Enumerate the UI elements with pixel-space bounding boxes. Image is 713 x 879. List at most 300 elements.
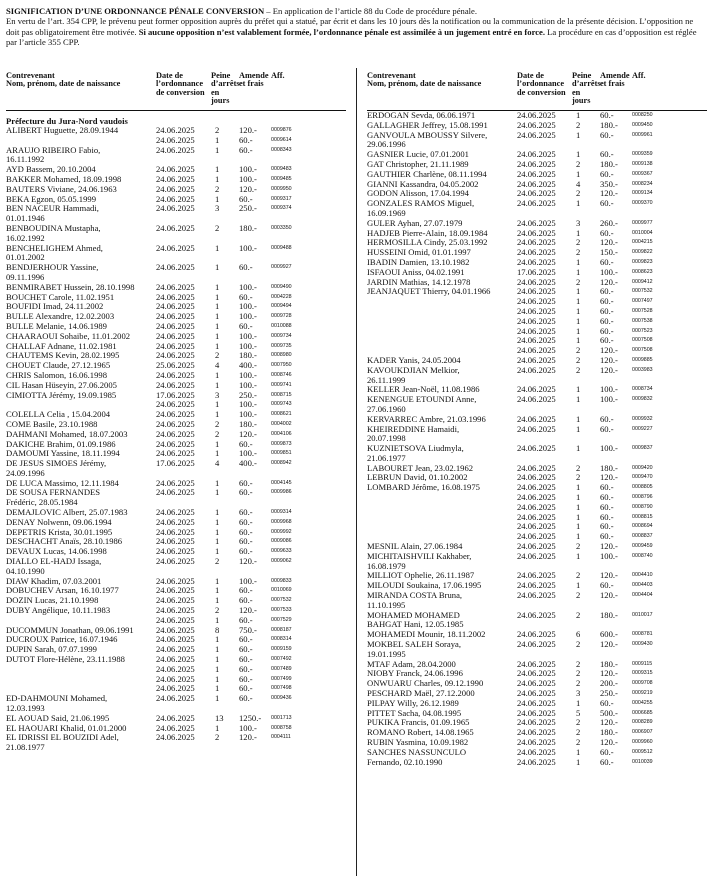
case-number [632,366,682,386]
case-number-line: 0009494 [271,303,292,310]
case-number [271,185,321,195]
table-row [6,557,346,577]
offender-name [6,351,156,361]
table-row [367,591,707,611]
conversion-date-line: 24.06.2025 [156,438,195,449]
fine-amount-line: 60.- [600,168,614,179]
offender-name-line: 11.10.1995 [367,599,406,610]
offender-name [367,199,517,219]
fine-amount [600,748,632,768]
offender-name-line: 29.06.1996 [367,139,406,150]
table-row [367,748,707,768]
offender-name [367,131,517,151]
offender-name-line: BEN NACEUR Hammadi, [6,204,99,214]
detention-days-line: 1 [215,673,220,684]
detention-days-line: 1 [215,369,220,380]
detention-days-line: 1 [215,487,220,498]
fine-amount-line: 180.- [600,609,618,620]
detention-days-line: 2 [576,276,581,287]
offender-name-line: DE JESUS SIMOES Jérémy, [6,459,107,469]
offender-name [6,165,156,175]
table-row [367,287,707,356]
offender-name [367,738,517,748]
offender-name-line: ROMANO Robert, 14.08.1965 [367,728,474,738]
offender-name [6,185,156,195]
case-number [632,395,682,415]
conversion-date-line: 24.06.2025 [156,311,195,322]
fine-amount-line: 60.- [239,438,253,449]
case-number [271,449,321,459]
offender-name-line: BEKA Egzon, 05.05.1999 [6,194,96,204]
case-number-line: 0009483 [271,166,292,173]
offender-name-line: BENCHELIGHEM Ahmed, [6,243,103,253]
case-number-line: 0009743 [271,401,292,408]
conversion-date-line: 24.06.2025 [517,149,556,160]
fine-amount [239,204,271,224]
conversion-date-line: 24.06.2025 [517,178,556,189]
case-number-line: 0004404 [632,592,653,599]
case-number-line: 0009370 [632,200,653,207]
case-number [271,342,321,352]
case-number-line: 0009488 [271,244,292,251]
detention-days [211,557,239,577]
conversion-date [156,244,211,264]
fine-amount-line: 500.- [600,707,618,718]
offender-name-line: 16.11.1992 [6,154,45,165]
conversion-date-line: 24.06.2025 [156,516,195,527]
conversion-date [517,366,572,386]
case-number [271,283,321,293]
offender-name-line: CHRIS Salomon, 16.06.1998 [6,370,107,380]
offender-name [6,430,156,440]
detention-days-line: 2 [576,188,581,199]
header-aff: Aff. [271,71,285,80]
case-number-line: 0007498 [271,685,292,692]
case-number-line: 0009837 [632,445,653,452]
conversion-date-line: 24.06.2025 [156,173,195,184]
detention-days-line: 1 [576,227,581,238]
fine-amount [600,640,632,660]
detention-days [572,552,600,572]
case-number-line: 0007489 [271,665,292,672]
fine-amount [600,591,632,611]
detention-days [211,694,239,714]
case-number-line: 0008781 [632,631,653,638]
detention-days-line: 1 [215,575,220,586]
offender-name-line: DUCROUX Patrice, 16.07.1946 [6,635,118,645]
conversion-date-line: 24.06.2025 [517,590,556,601]
detention-days [572,591,600,611]
offender-name [367,464,517,474]
case-number [632,483,682,542]
offender-name-line: HERMOSILLA Cindy, 25.03.1992 [367,238,488,248]
detention-days [211,733,239,753]
detention-days-line: 1 [576,256,581,267]
detention-days-line: 4 [215,458,220,469]
offender-name-line: GIANNI Kassandra, 04.05.2002 [367,179,479,189]
offender-name [367,287,517,356]
case-number-line: 0009885 [632,356,653,363]
case-number-line: 0009062 [271,558,292,565]
case-number [271,586,321,596]
case-number [271,557,321,577]
fine-amount-line: 100.- [600,550,618,561]
case-number [632,160,682,170]
conversion-date-line: 24.06.2025 [517,697,556,708]
table-row [6,606,346,626]
detention-days-line: 2 [576,609,581,620]
detention-days-line: 1 [215,291,220,302]
case-number [632,258,682,268]
fine-amount-line: 60.- [600,531,614,542]
offender-name [367,415,517,425]
detention-days [572,366,600,386]
offender-name [367,121,517,131]
offender-name-line: JEANJAQUET Thierry, 04.01.1966 [367,287,491,297]
conversion-date-line: 24.06.2025 [156,575,195,586]
detention-days-line: 2 [576,678,581,689]
case-number-line: 0008805 [632,484,653,491]
case-number-line: 0010004 [632,229,653,236]
table-header [6,72,346,111]
detention-days-line: 2 [576,727,581,738]
case-number [632,679,682,689]
detention-days-line: 1 [576,198,581,209]
case-number [632,591,682,611]
fine-amount-line: 1250.- [239,712,262,723]
case-number [632,385,682,395]
fine-amount-line: 250.- [600,688,618,699]
fine-amount-line: 120.- [600,737,618,747]
case-number-line: 0010017 [632,611,653,618]
offender-name-line: DIALLO EL-HADJ Issaga, [6,557,102,567]
case-number-line: 0007538 [632,317,653,324]
fine-amount-line: 100.- [239,173,257,184]
conversion-date [156,733,211,753]
offender-name [6,459,156,479]
offender-name-line: BULLE Melanie, 14.06.1989 [6,321,107,331]
offender-name-line: ARAUJO RIBEIRO Fabio, [6,145,101,155]
conversion-date-line: 24.06.2025 [156,262,195,273]
detention-days [572,640,600,660]
conversion-date-line: 24.06.2025 [517,217,556,228]
offender-name-line: 01.01.1946 [6,213,45,224]
conversion-date-line: 24.06.2025 [517,737,556,747]
detention-days-line: 1 [215,654,220,665]
case-number [271,488,321,508]
conversion-date-line: 24.06.2025 [156,428,195,439]
table-row [6,146,346,166]
fine-amount-line: 120.- [239,183,257,194]
conversion-date-line: 24.06.2025 [517,247,556,258]
offender-name [6,420,156,430]
offender-name-line: BOUFIDI Imad, 24.11.2002 [6,302,104,312]
fine-amount-line: 60.- [239,144,253,155]
offender-name [6,655,156,694]
conversion-date-line: 24.06.2025 [156,663,195,674]
conversion-date-line: 24.06.2025 [517,364,556,375]
case-number-line: 0009459 [632,543,653,550]
offender-name [6,606,156,626]
offender-name-line: DEPETRIS Krista, 30.01.1995 [6,527,113,537]
detention-days-line: 1 [576,305,581,316]
conversion-date-line: 24.06.2025 [517,570,556,581]
conversion-date-line: 24.06.2025 [156,350,195,361]
case-number-line: 0006907 [632,729,653,736]
fine-amount-line: 60.- [239,320,253,331]
offender-name [367,238,517,248]
table-row [6,263,346,283]
case-number-line: 0009876 [271,127,292,133]
detention-days-line: 1 [215,516,220,527]
offender-name [6,381,156,391]
case-number [271,126,321,146]
detention-days-line: 8 [215,624,220,635]
conversion-date-line: 24.06.2025 [156,644,195,655]
offender-name [367,248,517,258]
intro-paragraph [6,6,706,48]
offender-name [367,366,517,386]
offender-name-line: DUTOT Flore-Hélène, 23.11.1988 [6,655,125,665]
case-number-line: 0008740 [632,552,653,559]
table-header [367,72,707,111]
case-number-line: 0009219 [632,690,653,697]
conversion-date-line: 24.06.2025 [156,507,195,518]
fine-amount [239,459,271,479]
detention-days-line: 1 [576,511,581,522]
offender-name-line: BENDJERHOUR Yassine, [6,263,99,273]
offender-name-line: 16.08.1979 [367,560,406,571]
notice-text-end: La procédure en cas d’opposition est réglée par l’article 355 CPP. [6,26,697,48]
case-number-line: 0009822 [632,249,653,256]
case-number-line: 0004106 [271,430,292,437]
detention-days [572,131,600,151]
fine-amount-line: 60.- [600,227,614,238]
detention-days-line: 1 [215,340,220,351]
case-number [271,165,321,175]
case-number-line: 0004002 [271,420,292,427]
case-number [271,518,321,528]
conversion-date [517,425,572,445]
conversion-date [156,488,211,508]
header-peine: Peine d’arrêts en jours [211,71,240,106]
case-number-line: 0008187 [271,626,292,633]
offender-name [367,483,517,542]
table-row [6,655,346,694]
conversion-date-line: 24.06.2025 [156,673,195,684]
detention-days-line: 1 [215,585,220,596]
case-number [632,131,682,151]
detention-days-line: 1 [215,320,220,331]
case-number-line: 0008980 [271,352,292,359]
detention-days [572,483,600,542]
offender-name-line: CHAUTEMS Kevin, 28.02.1995 [6,351,120,361]
case-number [632,709,682,719]
case-number [632,238,682,248]
conversion-date-line: 24.06.2025 [517,580,556,591]
fine-amount-line: 100.- [239,281,257,292]
case-number-line: 0009314 [271,509,292,516]
conversion-date-line: 24.06.2025 [517,541,556,552]
fine-amount-line: 120.- [600,717,618,728]
case-number [271,195,321,205]
fine-amount-line: 60.- [239,536,253,547]
offender-name-line: MILLIOT Ophelie, 26.11.1987 [367,571,475,581]
offender-name-line: KELLER Jean-Noël, 11.08.1986 [367,385,480,395]
fine-amount-line: 120.- [239,556,257,567]
detention-days-line: 1 [215,634,220,645]
detention-days-line: 1 [215,330,220,341]
offender-name [367,689,517,699]
offender-name [6,724,156,734]
offender-name-line: 24.09.1996 [6,467,45,478]
conversion-date-line: 24.06.2025 [156,399,195,410]
conversion-date [156,224,211,244]
offender-name-line: GULER Ayhan, 27.07.1979 [367,218,463,228]
fine-amount [600,483,632,542]
detention-days-line: 1 [576,580,581,591]
detention-days-line: 2 [215,350,220,361]
case-number [271,332,321,342]
case-number-line: 0008314 [271,636,292,643]
case-number [271,459,321,479]
offender-name-line: 04.10.1990 [6,565,45,576]
case-number [271,694,321,714]
offender-name-line: 12.03.1993 [6,703,45,714]
table-row [367,640,707,660]
conversion-date-line: 24.06.2025 [517,158,556,169]
case-number [632,552,682,572]
case-number [632,669,682,679]
case-number-line: 0004215 [632,239,653,246]
offender-name [6,586,156,596]
offender-name [367,356,517,366]
detention-days-line: 2 [576,590,581,601]
offender-name [367,728,517,738]
case-number [632,425,682,445]
case-number-line: 0001713 [271,714,292,721]
detention-days [211,391,239,411]
fine-amount [239,126,271,146]
case-number [632,229,682,239]
offender-name-line: GODON Alisson, 17.04.1994 [367,189,469,199]
offender-name-line: 21.06.1977 [367,452,406,463]
case-number [271,322,321,332]
fine-amount-line: 100.- [239,448,257,459]
case-number-line: 0010039 [632,758,653,765]
detention-days-line: 2 [576,119,581,130]
offender-name [6,694,156,714]
offender-name [6,224,156,244]
case-number [271,528,321,538]
offender-name [367,385,517,395]
case-number [632,287,682,356]
fine-amount [600,425,632,445]
detention-days [572,748,600,768]
fine-amount-line: 100.- [239,330,257,341]
conversion-date [156,557,211,577]
conversion-date-line: 24.06.2025 [156,634,195,645]
conversion-date-line: 24.06.2025 [517,168,556,179]
case-number [271,381,321,391]
case-number-line: 0009490 [271,283,292,290]
case-number-line: 0009374 [271,205,292,212]
fine-amount-line: 60.- [239,477,253,488]
case-number [271,440,321,450]
case-number-line: 0009741 [271,381,292,388]
notice-bold-text: Si aucune opposition n’est valablement formée, l’ordonnance pénale est assimilée à un jugement entré en force. [138,26,546,37]
offender-name-line: BAKKER Mohamed, 18.09.1998 [6,174,122,184]
fine-amount-line: 60.- [239,291,253,302]
case-number [632,640,682,660]
offender-name [6,361,156,371]
case-number-line: 0009708 [632,680,653,687]
offender-name [367,669,517,679]
fine-amount-line: 100.- [239,301,257,312]
fine-amount [600,287,632,356]
conversion-date-line: 24.06.2025 [156,546,195,557]
case-number-line: 0008942 [271,460,292,467]
case-number-line: 0008234 [632,180,653,187]
offender-name-line: NIOBY Franck, 24.06.1996 [367,669,463,679]
conversion-date-line: 24.06.2025 [156,125,195,135]
offender-name [367,170,517,180]
fine-amount-line: 120.- [239,125,257,135]
case-number-line: 0007499 [271,675,292,682]
detention-days-line: 13 [215,712,224,723]
case-number-line: 0004255 [632,699,653,706]
conversion-date-line: 24.06.2025 [517,286,556,297]
offender-name-line: CIMIOTTA Jérémy, 19.09.1985 [6,390,117,400]
header-peine: Peine d’arrêts en jours [572,71,601,106]
offender-name-line: MICHITAISHVILI Kakhaber, [367,551,472,561]
fine-amount-line: 180.- [600,658,618,669]
offender-name [367,581,517,591]
conversion-date-line: 24.06.2025 [156,379,195,390]
fine-amount-line: 60.- [600,511,614,522]
detention-days-line: 1 [215,173,220,184]
detention-days-line: 1 [215,409,220,420]
offender-name-line: SANCHES NASSUNCULO [367,747,467,757]
case-number-line: 0004145 [271,479,292,486]
conversion-date-line: 24.06.2025 [156,369,195,380]
case-number-line: 0009367 [632,170,653,177]
case-number [271,410,321,420]
conversion-date-line: 24.06.2025 [156,448,195,459]
fine-amount-line: 100.- [239,379,257,390]
conversion-date [517,483,572,542]
conversion-date-line: 24.06.2025 [156,183,195,194]
fine-amount-line: 60.- [600,305,614,316]
fine-amount-line: 120.- [600,472,618,483]
offender-name [367,748,517,768]
fine-amount-line: 60.- [600,296,614,307]
fine-amount-line: 60.- [600,423,614,434]
fine-amount-line: 60.- [600,521,614,532]
conversion-date [156,459,211,479]
offender-name-line: KADER Yanis, 24.05.2004 [367,355,461,365]
detention-days-line: 4 [576,178,581,189]
case-number-line: 0008343 [271,146,292,153]
conversion-date-line: 24.06.2025 [156,732,195,743]
offender-name [367,552,517,572]
offender-name-line: 16.09.1969 [367,207,406,218]
offender-name-line: CHOUET Claude, 27.12.1965 [6,361,111,371]
table-row [6,694,346,714]
detention-days-line: 1 [576,443,581,454]
detention-days-line: 1 [215,722,220,733]
offender-name-line: BOUCHET Carole, 11.02.1951 [6,292,115,302]
